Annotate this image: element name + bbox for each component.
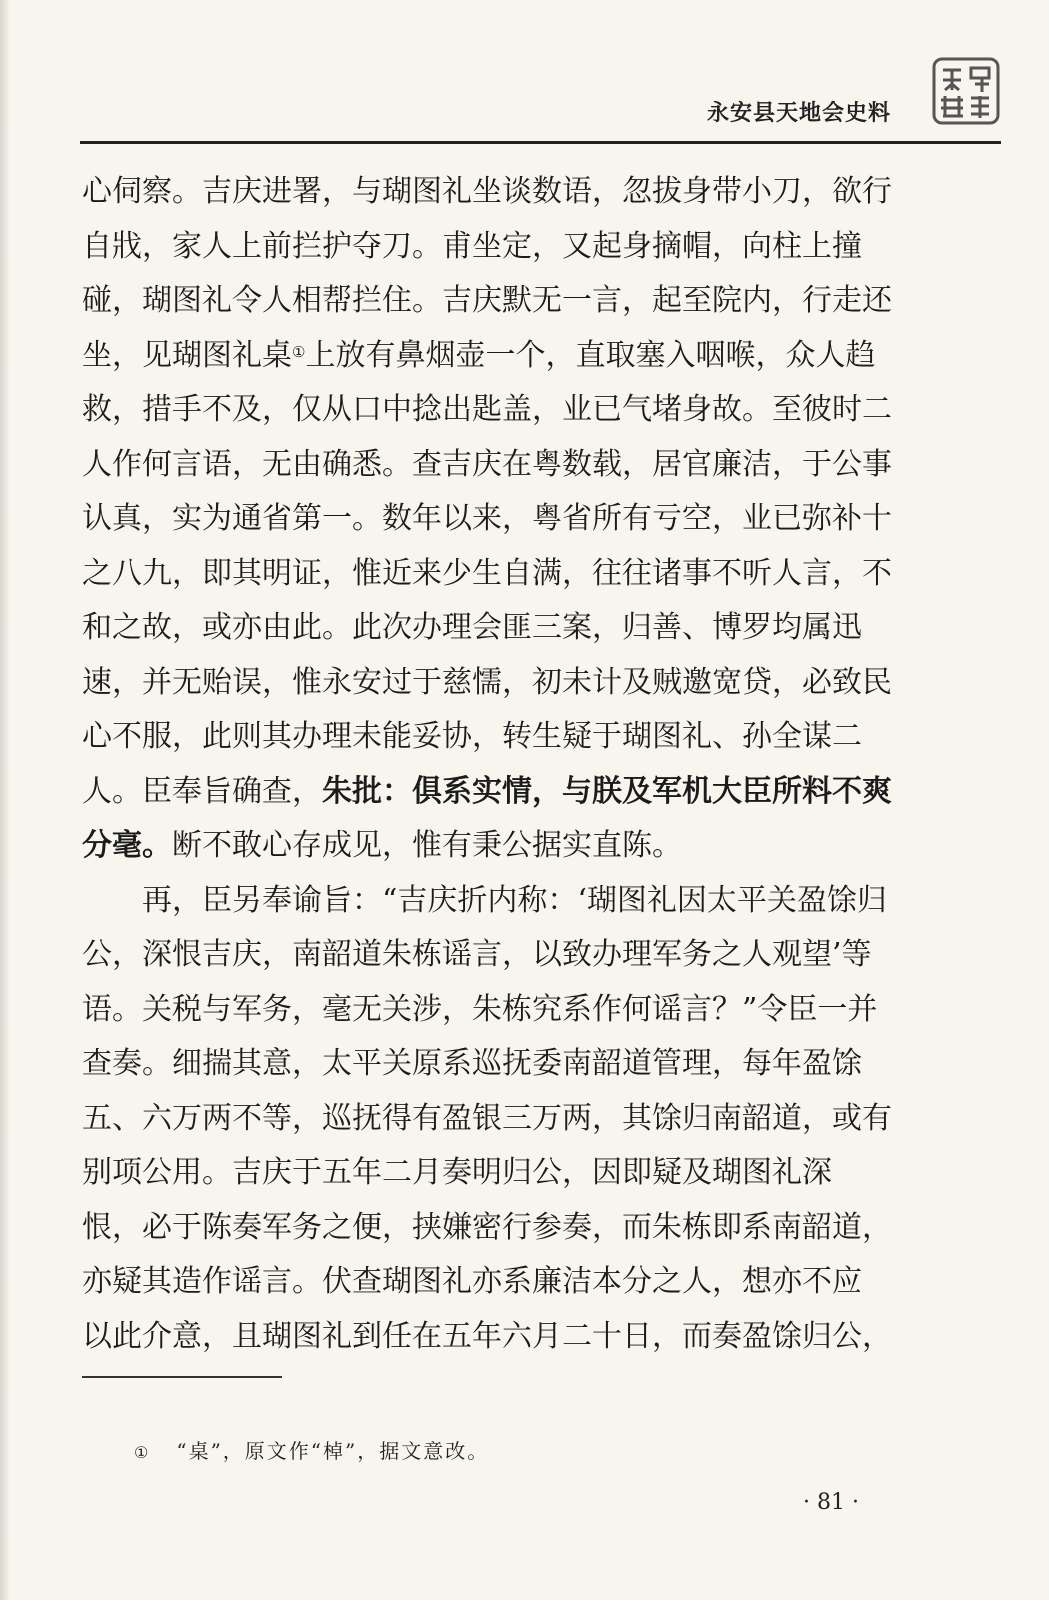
footnote-text: “桌”，原文作“棹”，据文意改。 bbox=[176, 1439, 490, 1463]
page-edge-shadow bbox=[0, 0, 10, 1600]
text-line: 心不服，此则其办理未能妥协，转生疑于瑚图礼、孙全谋二 bbox=[82, 719, 862, 754]
page-number: · 81 · bbox=[803, 1490, 859, 1515]
text-line: 公，深恨吉庆，南韶道朱栋谣言，以致办理军务之人观望’等 bbox=[82, 937, 872, 972]
text-line: 以此介意，且瑚图礼到任在五年六月二十日，而奏盈馀归公， bbox=[82, 1318, 892, 1354]
text-line bbox=[82, 765, 912, 820]
text-line: 恨，必于陈奏军务之便，挟嫌密行参奏，而朱栋即系南韶道， bbox=[82, 1209, 892, 1245]
text-segment: 上放有鼻烟壶一个，直取塞入咽喉，众人趋 bbox=[305, 337, 876, 373]
text-segment: 坐，见瑚图礼桌 bbox=[82, 337, 292, 373]
text-line: 语。关税与军务，毫无关涉，朱栋究系作何谣言？”令臣一并 bbox=[82, 991, 878, 1027]
text-line: 之八九，即其明证，惟近来少生自满，往往诸事不听人言，不 bbox=[82, 555, 892, 591]
running-header bbox=[80, 50, 1001, 150]
text-segment: 人。臣奉旨确查， bbox=[82, 773, 322, 809]
text-line: 查奏。细揣其意，太平关原系巡抚委南韶道管理，每年盈馀 bbox=[82, 1046, 862, 1081]
text-line bbox=[82, 329, 912, 384]
text-line: 救，措手不及，仅从口中捻出匙盖，业已气堵身故。至彼时二 bbox=[82, 392, 892, 427]
imperial-annotation: 分毫。 bbox=[82, 828, 172, 863]
text-line: 心伺察。吉庆进署，与瑚图礼坐谈数语，忽拔身带小刀，欲行 bbox=[82, 174, 892, 209]
body-text bbox=[82, 165, 912, 1364]
text-line: 碰，瑚图礼令人相帮拦住。吉庆默无一言，起至院内，行走还 bbox=[82, 283, 892, 318]
header-rule bbox=[80, 141, 1001, 144]
text-line: 和之故，或亦由此。此次办理会匪三案，归善、博罗均属迅 bbox=[82, 610, 862, 645]
text-line: 人作何言语，无由确悉。查吉庆在粤数载，居官廉洁，于公事 bbox=[82, 446, 892, 482]
footnote-marker[interactable]: ① bbox=[292, 342, 306, 361]
header-title: 永安县天地会史料 bbox=[706, 101, 891, 126]
footnote-rule bbox=[82, 1376, 282, 1378]
text-line: 速，并无贻误，惟永安过于慈懦，初未计及贼邀宽贷，必致民 bbox=[82, 664, 892, 700]
seal-logo bbox=[931, 56, 1001, 126]
imperial-annotation: 朱批：俱系实情，与朕及军机大臣所料不爽 bbox=[322, 773, 892, 809]
text-line: 亦疑其造作谣言。伏查瑚图礼亦系廉洁本分之人，想亦不应 bbox=[82, 1264, 862, 1299]
text-line: 五、六万两不等，巡抚得有盈银三万两，其馀归南韶道，或有 bbox=[82, 1100, 892, 1136]
paragraph-start-line: 再，臣另奉谕旨：“吉庆折内称：‘瑚图礼因太平关盈馀归 bbox=[142, 882, 887, 918]
footnote bbox=[134, 1435, 489, 1464]
text-line bbox=[82, 819, 912, 874]
footnote-number: ① bbox=[134, 1443, 151, 1462]
text-segment: 断不敢心存成见，惟有秉公据实直陈。 bbox=[172, 828, 682, 863]
text-line: 认真，实为通省第一。数年以来，粤省所有亏空，业已弥补十 bbox=[82, 501, 892, 536]
text-line: 自戕，家人上前拦护夺刀。甫坐定，又起身摘帽，向柱上撞 bbox=[82, 228, 862, 264]
text-line: 别项公用。吉庆于五年二月奏明归公，因即疑及瑚图礼深 bbox=[82, 1155, 832, 1190]
